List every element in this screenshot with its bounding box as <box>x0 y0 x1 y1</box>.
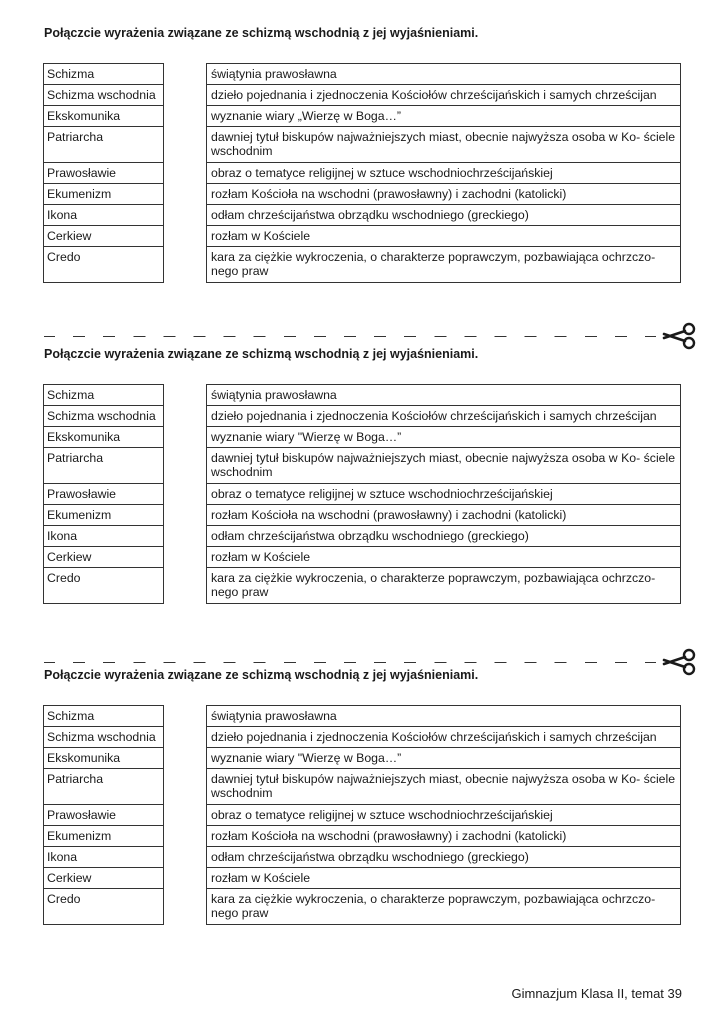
exercise-title: Połączcie wyrażenia związane ze schizmą wschodnią z jej wyjaśnieniami. <box>44 26 479 40</box>
exercise-title: Połączcie wyrażenia związane ze schizmą wschodnią z jej wyjaśnieniami. <box>44 668 479 682</box>
term-cell: Patriarcha <box>44 127 164 163</box>
term-cell: Ekumenizm <box>44 184 164 205</box>
term-cell: Schizma wschodnia <box>44 727 164 748</box>
definition-cell: kara za ciężkie wykroczenia, o charakterze poprawczym, pozbawiająca ochrzczo- nego praw <box>207 889 681 925</box>
term-cell: Cerkiew <box>44 547 164 568</box>
definition-cell: wyznanie wiary "Wierzę w Boga…” <box>207 748 681 769</box>
term-cell: Schizma <box>44 385 164 406</box>
page-footer: Gimnazjum Klasa II, temat 39 <box>511 986 682 1001</box>
definition-cell: świątynia prawosławna <box>207 706 681 727</box>
definition-cell: dawniej tytuł biskupów najważniejszych miast, obecnie najwyższa osoba w Ko- ściele wschodnim <box>207 769 681 805</box>
definition-cell: rozłam w Kościele <box>207 226 681 247</box>
definitions-table <box>206 705 681 925</box>
term-cell: Patriarcha <box>44 448 164 484</box>
definition-cell: obraz o tematyce religijnej w sztuce wschodniochrześcijańskiej <box>207 805 681 826</box>
term-cell: Ikona <box>44 847 164 868</box>
definition-cell: odłam chrześcijaństwa obrządku wschodniego (greckiego) <box>207 205 681 226</box>
definition-cell: rozłam w Kościele <box>207 547 681 568</box>
term-cell: Patriarcha <box>44 769 164 805</box>
term-cell: Ekskomunika <box>44 106 164 127</box>
definition-cell: dzieło pojednania i zjednoczenia Kościołów chrześcijańskich i samych chrześcijan <box>207 727 681 748</box>
term-cell: Schizma <box>44 706 164 727</box>
term-cell: Schizma <box>44 64 164 85</box>
term-cell: Ikona <box>44 526 164 547</box>
definition-cell: rozłam Kościoła na wschodni (prawosławny) i zachodni (katolicki) <box>207 826 681 847</box>
dashed-divider <box>44 662 656 663</box>
definition-cell: kara za ciężkie wykroczenia, o charakterze poprawczym, pozbawiająca ochrzczo- nego praw <box>207 247 681 283</box>
term-cell: Ekumenizm <box>44 826 164 847</box>
definition-cell: dzieło pojednania i zjednoczenia Kościołów chrześcijańskich i samych chrześcijan <box>207 85 681 106</box>
definition-cell: świątynia prawosławna <box>207 385 681 406</box>
term-cell: Credo <box>44 247 164 283</box>
term-cell: Prawosławie <box>44 163 164 184</box>
term-cell: Ekskomunika <box>44 427 164 448</box>
term-cell: Schizma wschodnia <box>44 406 164 427</box>
definition-cell: odłam chrześcijaństwa obrządku wschodniego (greckiego) <box>207 526 681 547</box>
definitions-table <box>206 63 681 283</box>
definition-cell: wyznanie wiary „Wierzę w Boga…” <box>207 106 681 127</box>
definition-cell: obraz o tematyce religijnej w sztuce wschodniochrześcijańskiej <box>207 163 681 184</box>
definitions-table <box>206 384 681 604</box>
term-cell: Prawosławie <box>44 484 164 505</box>
definition-cell: rozłam Kościoła na wschodni (prawosławny) i zachodni (katolicki) <box>207 184 681 205</box>
definition-cell: dawniej tytuł biskupów najważniejszych miast, obecnie najwyższa osoba w Ko- ściele wschodnim <box>207 127 681 163</box>
definition-cell: dzieło pojednania i zjednoczenia Kościołów chrześcijańskich i samych chrześcijan <box>207 406 681 427</box>
terms-table <box>43 384 164 604</box>
term-cell: Schizma wschodnia <box>44 85 164 106</box>
definition-cell: rozłam w Kościele <box>207 868 681 889</box>
definition-cell: odłam chrześcijaństwa obrządku wschodniego (greckiego) <box>207 847 681 868</box>
term-cell: Cerkiew <box>44 868 164 889</box>
term-cell: Credo <box>44 568 164 604</box>
definition-cell: dawniej tytuł biskupów najważniejszych miast, obecnie najwyższa osoba w Ko- ściele wschodnim <box>207 448 681 484</box>
term-cell: Ikona <box>44 205 164 226</box>
definition-cell: wyznanie wiary "Wierzę w Boga…” <box>207 427 681 448</box>
term-cell: Prawosławie <box>44 805 164 826</box>
exercise-title: Połączcie wyrażenia związane ze schizmą wschodnią z jej wyjaśnieniami. <box>44 347 479 361</box>
terms-table <box>43 63 164 283</box>
dashed-divider <box>44 336 656 337</box>
definition-cell: obraz o tematyce religijnej w sztuce wschodniochrześcijańskiej <box>207 484 681 505</box>
scissors-icon <box>662 322 698 350</box>
definition-cell: rozłam Kościoła na wschodni (prawosławny) i zachodni (katolicki) <box>207 505 681 526</box>
term-cell: Ekumenizm <box>44 505 164 526</box>
definition-cell: świątynia prawosławna <box>207 64 681 85</box>
term-cell: Cerkiew <box>44 226 164 247</box>
term-cell: Ekskomunika <box>44 748 164 769</box>
terms-table <box>43 705 164 925</box>
definition-cell: kara za ciężkie wykroczenia, o charakterze poprawczym, pozbawiająca ochrzczo- nego praw <box>207 568 681 604</box>
scissors-icon <box>662 648 698 676</box>
term-cell: Credo <box>44 889 164 925</box>
